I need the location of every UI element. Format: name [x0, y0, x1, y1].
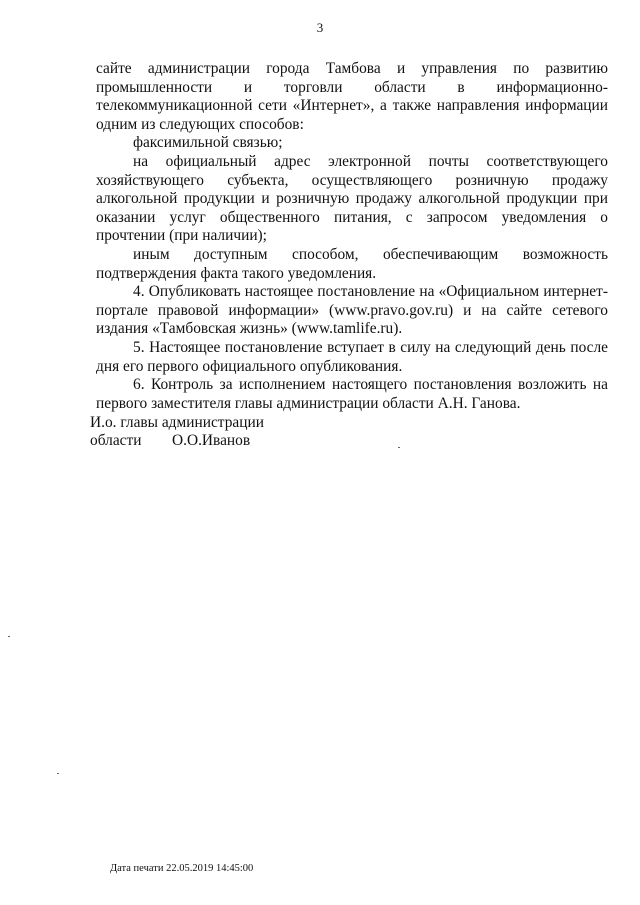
print-date-footer: Дата печати 22.05.2019 14:45:00	[110, 863, 254, 874]
signature-row	[90, 432, 264, 450]
paragraph-item-4: 4. Опубликовать настоящее постановление на «Официальном интернет-портале правовой информации» (www.pravo.gov.ru) и на сайте сетевого издания «Тамбовская жизнь» (www.tamlife.ru).	[96, 283, 608, 338]
page-number: 3	[316, 20, 324, 35]
scan-speck	[398, 447, 400, 448]
scan-speck	[8, 636, 10, 637]
paragraph-item-5: 5. Настоящее постановление вступает в силу на следующий день после дня его первого официального опубликования.	[96, 338, 608, 375]
signature-block	[90, 414, 264, 450]
signature-title: И.о. главы администрации	[90, 414, 264, 431]
paragraph-continuation: сайте администрации города Тамбова и управления по развитию промышленности и торговли области в информационно-телекоммуникационной сети «Интернет», а также направления информации одним из следующих способов:	[96, 60, 608, 133]
paragraph-fax: факсимильной связью;	[133, 134, 283, 152]
signatory-name: О.О.Иванов	[172, 432, 251, 449]
paragraph-item-6: 6. Контроль за исполнением настоящего постановления возложить на первого заместителя главы администрации области А.Н. Ганова.	[96, 376, 608, 412]
signature-title-cont: области	[90, 432, 142, 449]
paragraph-email: на официальный адрес электронной почты соответствующего хозяйствующего субъекта, осуществляющего розничную продажу алкогольной продукции и розничную продажу алкогольной продукции при оказании услуг общественного питания, с запросом уведомления о прочтении (при наличии);	[96, 152, 608, 245]
document-body	[96, 60, 608, 413]
scan-speck	[57, 773, 59, 774]
paragraph-other-method: иным доступным способом, обеспечивающим возможность подтверждения факта такого уведомления.	[96, 245, 608, 282]
